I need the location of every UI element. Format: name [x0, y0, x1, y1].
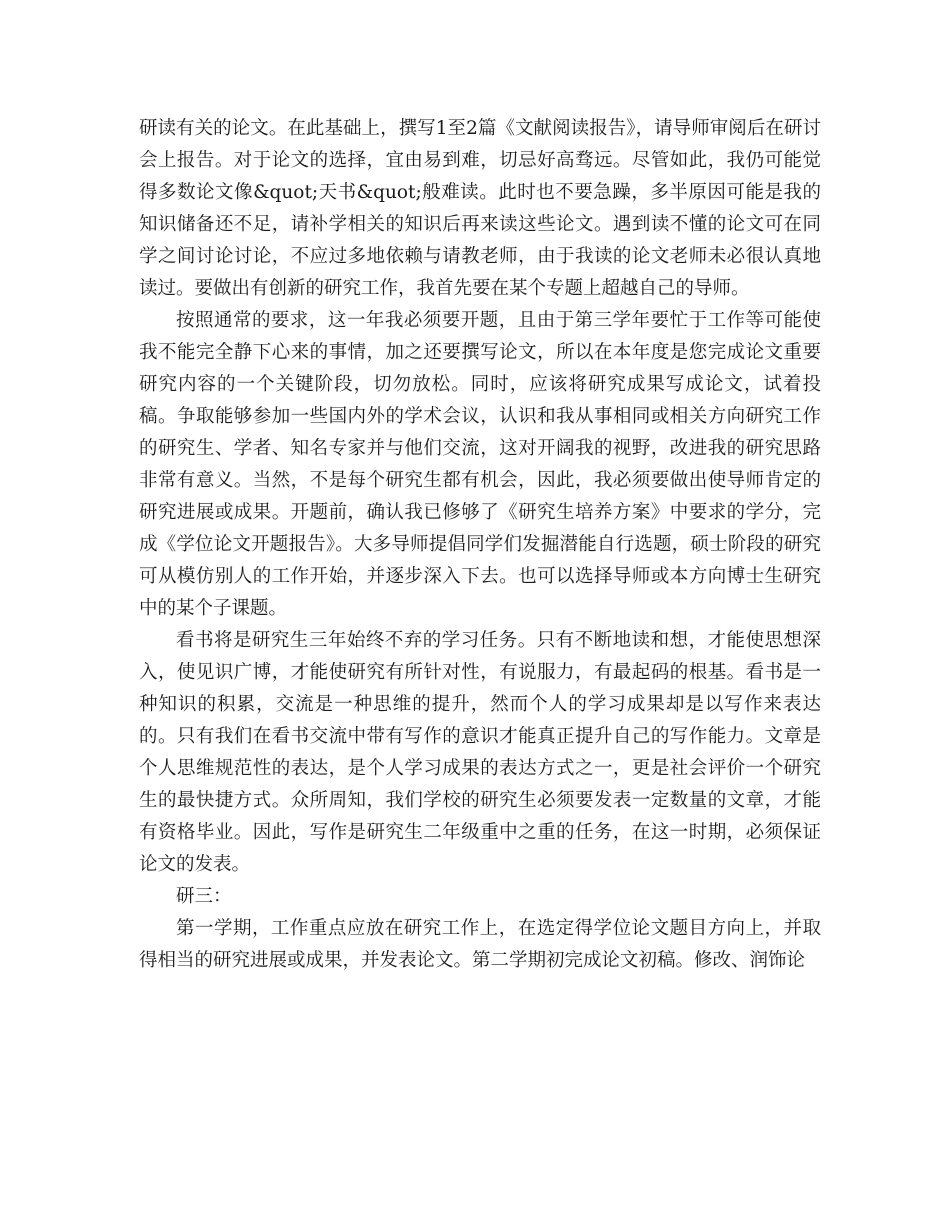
paragraph-third-year-plan: 第一学期，工作重点应放在研究工作上，在选定得学位论文题目方向上，并取得相当的研究进展或成果，并发表论文。第二学期初完成论文初稿。修改、润饰论	[139, 918, 821, 971]
paragraph-thesis-proposal: 按照通常的要求，这一年我必须要开题，且由于第三学年要忙于工作等可能使我不能完全静下心来的事情，加之还要撰写论文，所以在本年度是您完成论文重要研究内容的一个关键阶段，切勿放松。同时，应该将研究成果写成论文，试着投稿。争取能够参加一些国内外的学术会议，认识和我从事相同或相关方向研究工作的研究生、学者、知名专家并与他们交流，这对开阔我的视野，改进我的研究思路非常有意义。当然，不是每个研究生都有机会，因此，我必须要做出使导师肯定的研究进展或成果。开题前，确认我已修够了《研究生培养方案》中要求的学分，完成《学位论文开题报告》。大多导师提倡同学们发掘潜能自行选题，硕士阶段的研究可从模仿别人的工作开始，并逐步深入下去。也可以选择导师或本方向博士生研究中的某个子课题。	[139, 310, 821, 619]
document-page	[139, 113, 821, 977]
paragraph-literature-reading: 研读有关的论文。在此基础上，撰写1至2篇《文献阅读报告》，请导师审阅后在研讨会上报告。对于论文的选择，宜由易到难，切忌好高骛远。尽管如此，我仍可能觉得多数论文像&quot;天书&quot;般难读。此时也不要急躁，多半原因可能是我的知识储备还不足，请补学相关的知识后再来读这些论文。遇到读不懂的论文可在同学之间讨论讨论，不应过多地依赖与请教老师，由于我读的论文老师未必很认真地读过。要做出有创新的研究工作，我首先要在某个专题上超越自己的导师。	[139, 118, 821, 299]
section-heading-third-year: 研三：	[176, 886, 232, 907]
paragraph-reading-writing: 看书将是研究生三年始终不弃的学习任务。只有不断地读和想，才能使思想深入，使见识广博，才能使研究有所针对性，有说服力，有最起码的根基。看书是一种知识的积累，交流是一种思维的提升，然而个人的学习成果却是以写作来表达的。只有我们在看书交流中带有写作的意识才能真正提升自己的写作能力。文章是个人思维规范性的表达，是个人学习成果的表达方式之一，更是社会评价一个研究生的最快捷方式。众所周知，我们学校的研究生必须要发表一定数量的文章，才能有资格毕业。因此，写作是研究生二年级重中之重的任务，在这一时期，必须保证论文的发表。	[139, 630, 821, 875]
